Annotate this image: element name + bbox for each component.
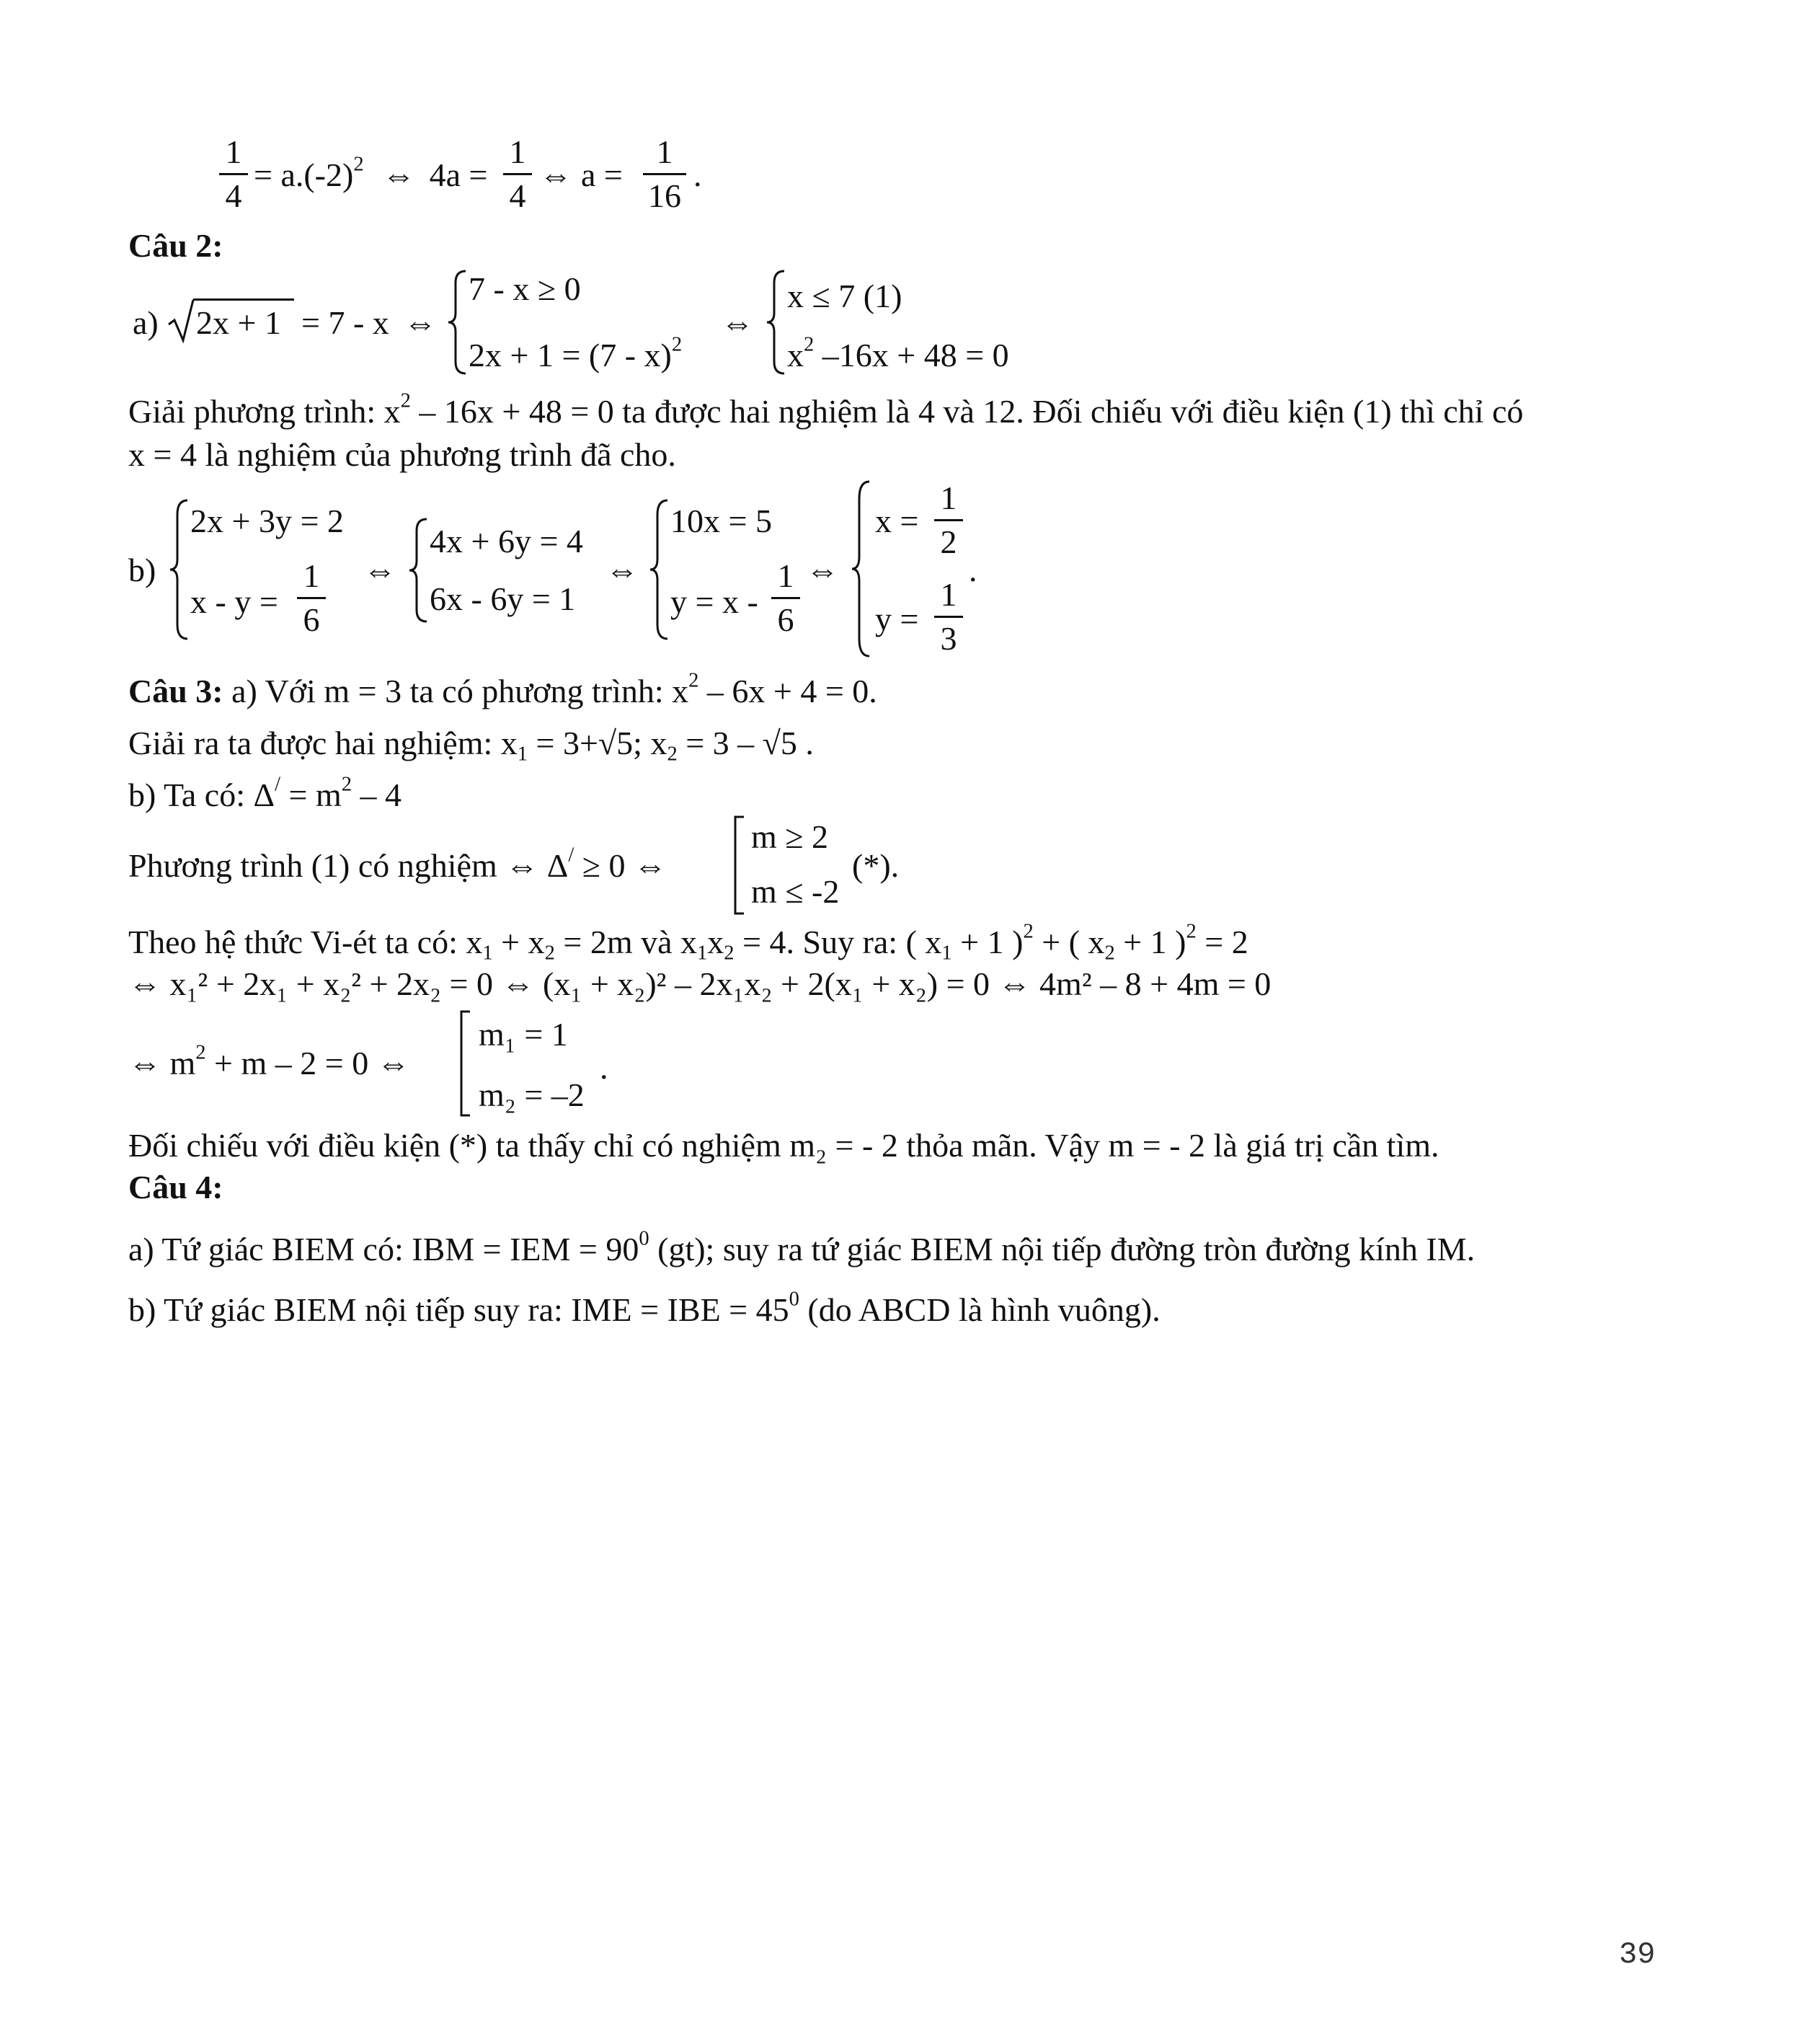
cau2-text-line2: x = 4 là nghiệm của phương trình đã cho. [128, 436, 676, 473]
fraction-1-3: 1 3 [934, 578, 963, 655]
cau4-heading: Câu 4: [128, 1169, 223, 1205]
cau2-text-line1: Giải phương trình: $x^2 - 16x + 48 = 0$ ta được hai nghiệm là 4 và 12. Đối chiếu với điều kiện (1) thì chỉ có [128, 389, 1524, 430]
cau2-a-label: a) [133, 304, 159, 341]
iff-5: ⇔ [806, 552, 839, 588]
left-bracket-icon [458, 1009, 473, 1118]
quad-dot: . [600, 1049, 608, 1086]
b-sys1-line1: 2x + 3y = 2 [190, 503, 344, 539]
b-dot: . [969, 552, 977, 588]
fraction-1-2: 1 2 [934, 482, 963, 559]
b-sys2-line2: 6x - 6y = 1 [430, 580, 576, 617]
b-sys3-line2: y = x - [670, 583, 758, 620]
sys1-line1: 7 - x ≥ 0 [469, 270, 581, 307]
iff-a-eq: ⇔ a = [539, 156, 623, 193]
cond-star: (*). [852, 847, 900, 884]
cau4-a: a) Tứ giác BIEM có: IBM = IEM = $90^0$ (gt); suy ra tứ giác BIEM nội tiếp đường tròn đường kính IM. [128, 1227, 1476, 1267]
iff-2: ⇔ [721, 304, 754, 341]
quad-root2: m₂ = –2 [479, 1076, 585, 1113]
iff-1: ⇔ [404, 304, 437, 341]
b-sys2-line1: 4x + 6y = 4 [430, 523, 583, 559]
cau3-conclusion: Đối chiếu với điều kiện (*) ta thấy chỉ có nghiệm m₂ = - 2 thỏa mãn. Vậy m = - 2 là giá trị cần tìm. [128, 1127, 1439, 1164]
cau3-expansion: ⇔ x₁² + 2x₁ + x₂² + 2x₂ = 0 ⇔ (x₁ + x₂)² – 2x₁x₂ + 2(x₁ + x₂) = 0 ⇔ 4m² – 8 + 4m = 0 [128, 965, 1272, 1002]
fraction-1-6: 1 6 [297, 559, 326, 637]
quad-root1: m₁ = 1 [479, 1016, 568, 1053]
sqrt-icon [167, 297, 196, 343]
left-brace-icon [169, 497, 190, 642]
eq-a-minus2: = $a.(-2)^2$ ⇔ 4a = [254, 153, 488, 193]
sqrt-overline [193, 298, 294, 301]
cau2-b-label: b) [128, 552, 156, 588]
b-sys3-line1: 10x = 5 [670, 503, 772, 539]
page-number: 39 [1619, 1937, 1656, 1972]
cau3-roots: Giải ra ta được hai nghiệm: $x_1 = 3+√5$; $x_2 = 3 - √5$ . [128, 725, 814, 766]
b-sys4-line1: x = [875, 503, 919, 539]
sqrt-argument: 2x + 1 [196, 304, 281, 341]
cau4-b: b) Tứ giác BIEM nội tiếp suy ra: IME = IBE = $45^0$ (do ABCD là hình vuông). [128, 1288, 1161, 1328]
left-brace-icon [851, 479, 872, 659]
cau3-viet: Theo hệ thức Vi-ét ta có: $x_1 + x_2 = 2m$ và $x_1x_2 = 4$. Suy ra: ( $x_1 + 1$ )$^2$ + ( $x_2 + 1$ )$^2$ = 2 [128, 920, 1248, 965]
cond-case2: m ≤ -2 [751, 873, 840, 910]
cau3-line1: Câu 3: a) Với m = 3 ta có phương trình: $x^2 - 6x + 4 = 0$. [128, 669, 877, 709]
left-brace-icon [408, 516, 430, 624]
fraction-1-6-b: 1 6 [771, 559, 800, 637]
line1-dot: . [693, 156, 702, 193]
cau3-heading: Câu 3: [128, 673, 223, 709]
left-brace-icon [649, 497, 670, 642]
cond-case1: m ≥ 2 [751, 818, 829, 855]
left-brace-icon [766, 268, 787, 376]
cau3-condition: Phương trình (1) có nghiệm ⇔ Δ/ ≥ 0 ⇔ [128, 844, 667, 884]
iff-4: ⇔ [605, 552, 639, 588]
cau3-delta: b) Ta có: $\Delta^/ = m^2 - 4$ [128, 773, 402, 813]
b-sys4-line2: y = [875, 601, 919, 637]
sys2-line2: $x^2$ –16x + 48 = 0 [787, 333, 1009, 373]
cau3-quadratic: ⇔ $m^2 + m - 2 = 0$ ⇔ [128, 1041, 410, 1081]
fraction-1-16: 1 16 [643, 136, 686, 213]
sys2-line1: x ≤ 7 (1) [787, 278, 902, 314]
b-sys1-line2: x - y = [190, 583, 278, 620]
cau2-a-rhs: = 7 - x [301, 304, 389, 341]
cau2-heading: Câu 2: [128, 227, 223, 264]
left-bracket-icon [732, 815, 747, 916]
fraction-1-4: 1 4 [219, 136, 248, 213]
left-brace-icon [447, 268, 469, 376]
iff-3: ⇔ [363, 552, 396, 588]
sys1-line2: 2x + 1 = (7 - x)$^2$ [469, 333, 683, 373]
fraction-1-4-b: 1 4 [503, 136, 532, 213]
